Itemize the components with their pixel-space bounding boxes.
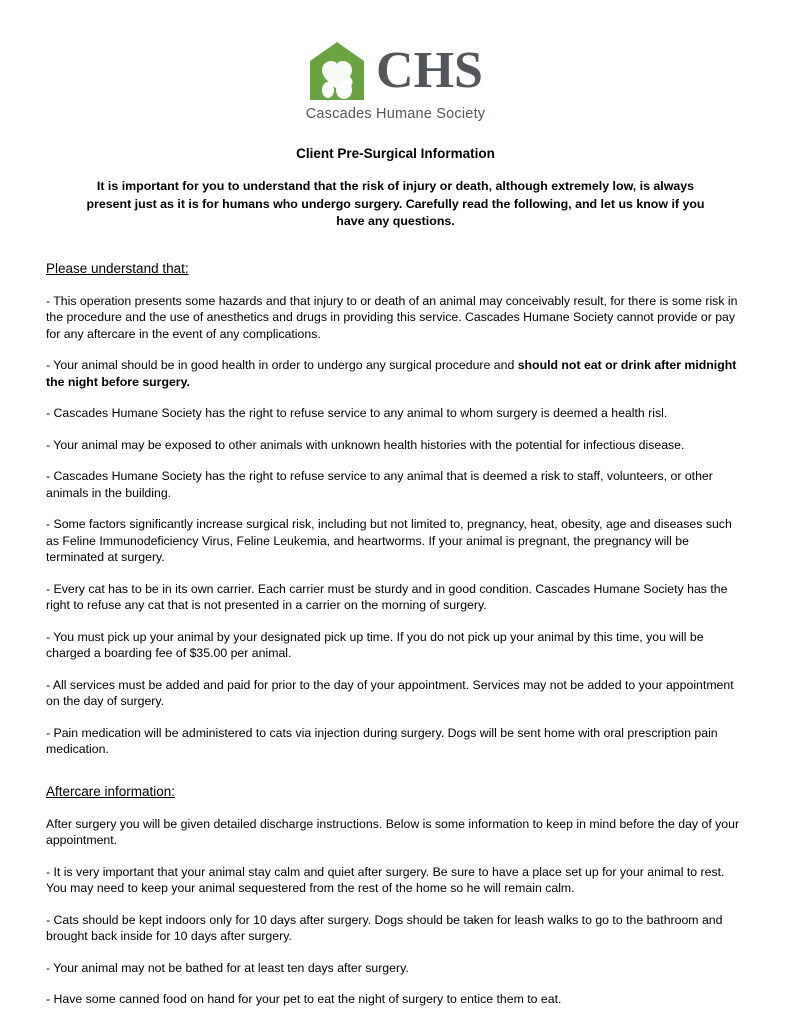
paragraph: - Cascades Humane Society has the right to refuse service to any animal to whom surgery is deemed a health risl.	[46, 406, 668, 420]
paragraph: - Some factors significantly increase surgical risk, including but not limited to, pregnancy, heat, obesity, age and diseases such as Feline Immunodeficiency Virus, Feline Leukemia, and heartworms. If your animal is pregnant, the pregnancy will be terminated at surgery.	[46, 517, 732, 564]
logo-org-name: Cascades Humane Society	[305, 106, 486, 122]
paragraph: - Have some canned food on hand for your pet to eat the night of surgery to entice them to eat.	[46, 992, 562, 1006]
paragraph: - Your animal should be in good health in order to undergo any surgical procedure and should not eat or drink after midnight the night before surgery.	[46, 358, 737, 389]
paragraph: - Cats should be kept indoors only for 10 days after surgery. Dogs should be taken for leash walks to go to the bathroom and brought back inside for 10 days after surgery.	[46, 912, 723, 943]
logo-block	[46, 40, 745, 122]
section-heading-please-understand: Please understand that:	[46, 260, 189, 276]
paragraph: - It is very important that your animal stay calm and quiet after surgery. Be sure to have a place set up for your animal to rest. You may need to keep your animal sequestered from the rest of the home so he will remain calm.	[46, 864, 725, 895]
paragraph: - All services must be added and paid for prior to the day of your appointment. Services may not be added to your appointment on the day of surgery.	[46, 677, 734, 708]
paragraph: - You must pick up your animal by your designated pick up time. If you do not pick up your animal by this time, you will be charged a boarding fee of $35.00 per animal.	[46, 629, 704, 660]
paragraph: - Your animal may not be bathed for at least ten days after surgery.	[46, 960, 409, 975]
paragraph: - Pain medication will be administered to cats via injection during surgery. Dogs will be sent home with oral prescription pain medication.	[46, 725, 718, 756]
paragraph: After surgery you will be given detailed discharge instructions. Below is some information to keep in mind before the day of your appointment.	[46, 816, 740, 847]
lead-paragraph: It is important for you to understand that the risk of injury or death, although extremely low, is always present just as it is for humans who undergo surgery. Carefully read the following, and let us know if you have any questions.	[86, 179, 705, 228]
paragraph: - This operation presents some hazards and that injury to or death of an animal may conceivably result, for there is some risk in the procedure and the use of anesthetics and drugs in providing this service. Cascades Humane Society cannot provide or pay for any aftercare in the event of any complications.	[46, 293, 738, 341]
chs-house-logo-icon	[308, 40, 366, 102]
paragraph: - Cascades Humane Society has the right to refuse service to any animal that is deemed a risk to staff, volunteers, or other animals in the building.	[46, 469, 713, 500]
logo-initials: CHS	[376, 42, 483, 99]
paragraph: - Your animal may be exposed to other animals with unknown health histories with the potential for infectious disease.	[46, 437, 685, 452]
section-heading-aftercare: Aftercare information:	[46, 783, 176, 799]
page-title: Client Pre-Surgical Information	[296, 146, 495, 161]
logo-row	[46, 40, 745, 102]
paragraph: - Every cat has to be in its own carrier. Each carrier must be sturdy and in good condition. Cascades Humane Society has the right to refuse any cat that is not presented in a carrier on the morning of surgery.	[46, 581, 728, 612]
